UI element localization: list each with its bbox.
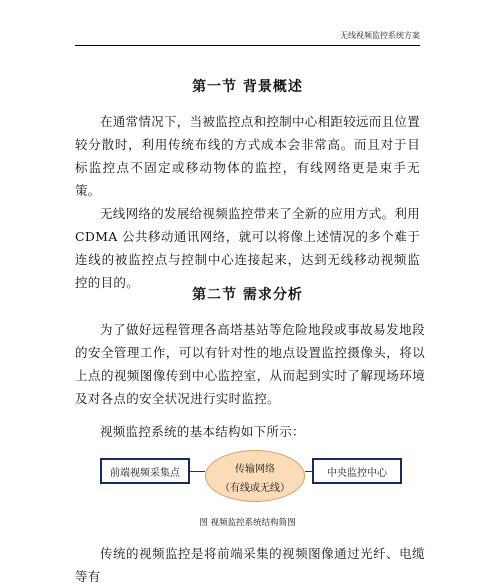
connector-left xyxy=(190,471,205,472)
section2-paragraph-2: 视频监控系统的基本结构如下所示： xyxy=(100,424,305,439)
header-rule xyxy=(75,45,420,46)
transmission-network-ellipse xyxy=(205,450,305,502)
section1-paragraph-2: 无线网络的发展给视频监控带来了全新的应用方式。利用CDMA 公共移动通讯网络，就可以将像上述情况的多个难于连线的被监控点与控制中心连接起来，达到无线移动视频监控的目的。 xyxy=(75,206,421,290)
structure-diagram xyxy=(100,450,410,505)
section2-paragraph-1: 为了做好远程管理各高塔基站等危险地段或事故易发地段的安全管理工作，可以有针对性的地点设置监控摄像头，将以上点的视频图像传到中心监控室，从而起到实时了解现场环境及对各点的安全状况进行实时监控。 xyxy=(75,322,425,406)
running-header: 无线视频监控系统方案 xyxy=(340,31,420,40)
figure-caption: 图 视频监控系统结构简图 xyxy=(199,518,296,528)
ellipse-line-1: 传输网络 xyxy=(235,464,275,475)
trailing-paragraph: 传统的视频监控是将前端采集的视频图像通过光纤、电缆等有 xyxy=(75,546,425,584)
section1-heading: 第一节 背景概述 xyxy=(192,79,303,95)
section2-heading: 第二节 需求分析 xyxy=(192,287,303,303)
section1-paragraph-1: 在通常情况下，当被监控点和控制中心相距较远而且位置较分散时，利用传统布线的方式成本会非常高。而且对于目标监控点不固定或移动物体的监控，有线网络更是束手无策。 xyxy=(75,114,421,198)
ellipse-line-2: （有线或无线） xyxy=(220,483,290,494)
front-end-capture-box: 前端视频采集点 xyxy=(100,458,190,484)
central-monitoring-box: 中央监控中心 xyxy=(312,458,402,484)
connector-right xyxy=(305,471,312,472)
